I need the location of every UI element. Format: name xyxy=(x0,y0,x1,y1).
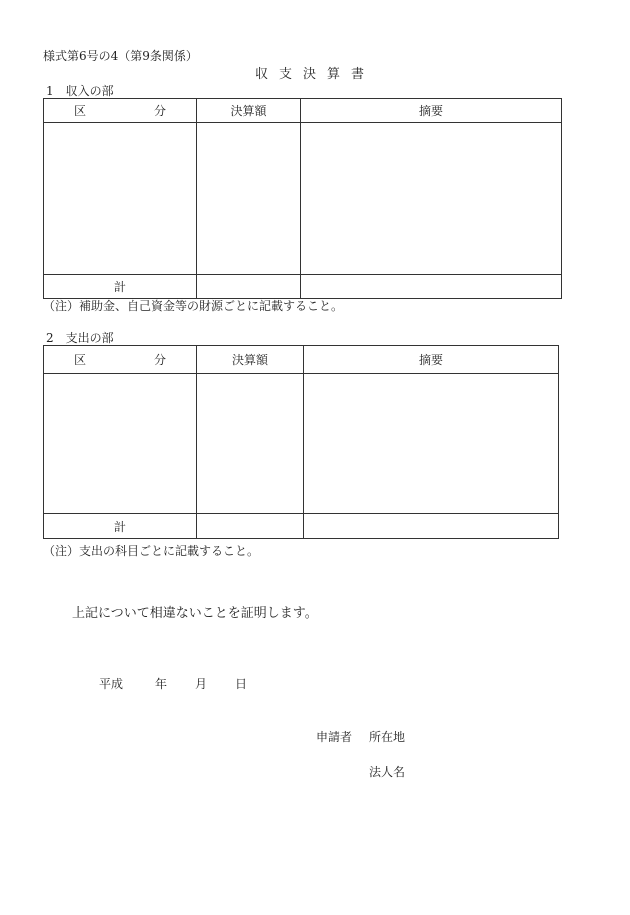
expense-col-amount: 決算額 xyxy=(197,346,304,374)
expense-category-cell[interactable] xyxy=(44,374,197,514)
income-total-label: 計 xyxy=(44,275,197,299)
income-note: （注）補助金、自己資金等の財源ごとに記載すること。 xyxy=(43,299,344,313)
income-col-summary: 摘要 xyxy=(301,99,562,123)
expense-body-row xyxy=(44,374,559,514)
expense-col-category xyxy=(44,346,197,374)
expense-header-row xyxy=(44,346,559,374)
category-label-b: 分 xyxy=(153,104,166,118)
category-label-a: 区 xyxy=(74,353,87,367)
income-header-row xyxy=(44,99,562,123)
category-label-a: 区 xyxy=(74,104,87,118)
income-heading: 1 収入の部 xyxy=(46,84,114,98)
income-amount-cell[interactable] xyxy=(197,123,301,275)
expense-total-amount-cell[interactable] xyxy=(197,514,304,539)
income-col-category xyxy=(44,99,197,123)
income-total-row xyxy=(44,275,562,299)
expense-total-summary-cell[interactable] xyxy=(304,514,559,539)
income-category-cell[interactable] xyxy=(44,123,197,275)
expense-note: （注）支出の科目ごとに記載すること。 xyxy=(43,544,260,558)
expense-summary-cell[interactable] xyxy=(304,374,559,514)
expense-total-row xyxy=(44,514,559,539)
expense-heading: 2 支出の部 xyxy=(46,331,114,345)
page-title: 収支決算書 xyxy=(255,67,376,82)
corporation-name-label: 法人名 xyxy=(369,765,406,779)
address-label: 所在地 xyxy=(369,730,406,744)
form-number: 様式第6号の4（第9条関係） xyxy=(43,49,198,63)
expense-table xyxy=(43,345,559,539)
date-month: 月 xyxy=(195,677,208,691)
income-table xyxy=(43,98,562,299)
income-total-amount-cell[interactable] xyxy=(197,275,301,299)
expense-total-label: 計 xyxy=(44,514,197,539)
certification-text: 上記について相違ないことを証明します。 xyxy=(72,606,318,621)
applicant-label: 申請者 xyxy=(316,730,353,744)
category-label-b: 分 xyxy=(153,353,166,367)
date-era: 平成 xyxy=(99,677,124,691)
income-body-row xyxy=(44,123,562,275)
income-col-amount: 決算額 xyxy=(197,99,301,123)
date-year: 年 xyxy=(155,677,168,691)
income-total-summary-cell[interactable] xyxy=(301,275,562,299)
expense-amount-cell[interactable] xyxy=(197,374,304,514)
date-day: 日 xyxy=(235,677,248,691)
income-summary-cell[interactable] xyxy=(301,123,562,275)
expense-col-summary: 摘要 xyxy=(304,346,559,374)
